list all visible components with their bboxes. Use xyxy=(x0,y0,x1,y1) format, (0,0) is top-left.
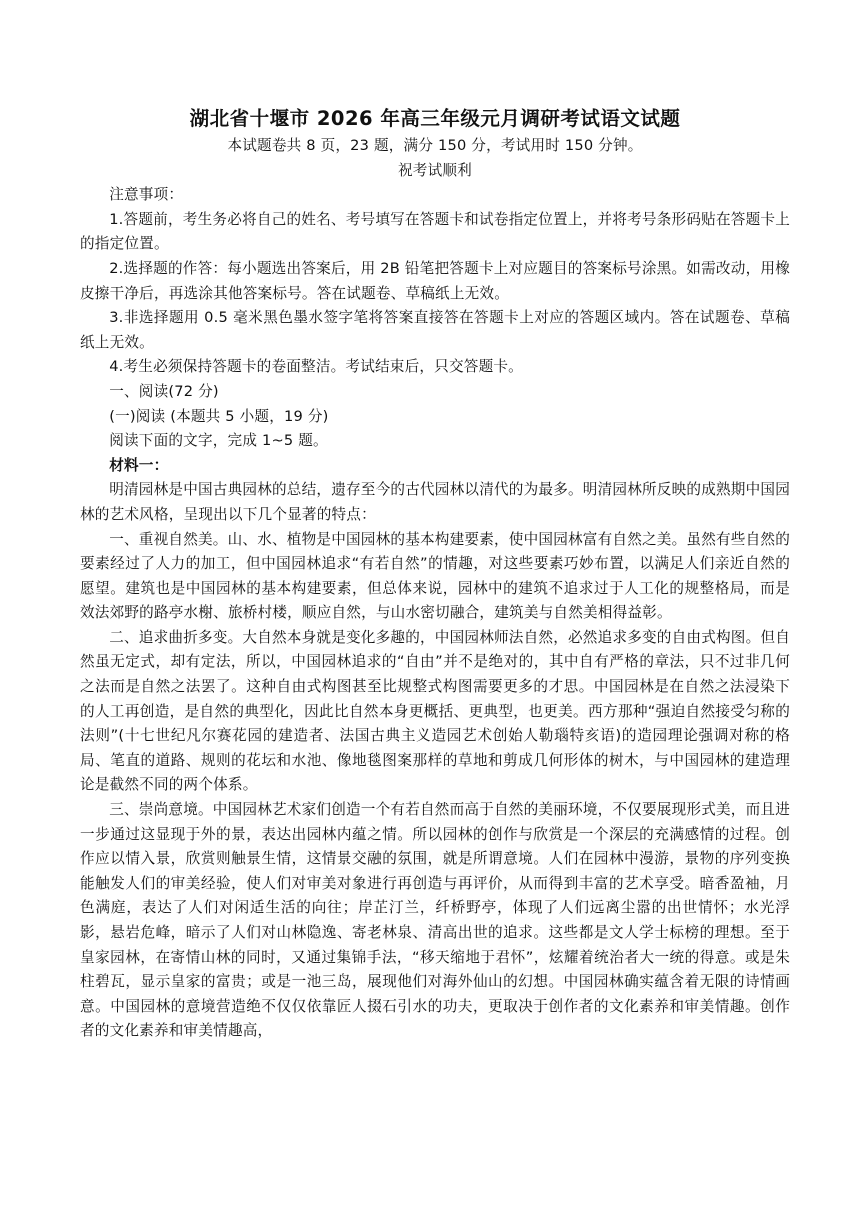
section-part-heading: 一、阅读(72 分) xyxy=(109,382,219,400)
section-instruction: 阅读下面的文字，完成 1~5 题。 xyxy=(109,432,328,450)
notice-heading: 注意事项： xyxy=(109,186,184,204)
material-paragraph-natural-beauty: 一、重视自然美。山、水、植物是中国园林的基本构建要素，使中国园林富有自然之美。虽然有些自然的要素经过了人力的加工，但中国园林追求“有若自然”的情趣，对这些要素巧妙布置，以满足人们亲近自然的愿望。建筑也是中国园林的基本构建要素，但总体来说，园林中的建筑不追求过于人工化的规整格局，而是效法郊野的路亭水榭、旅桥村楼，顺应自然，与山水密切融合，建筑美与自然美相得益彰。 xyxy=(80,530,790,622)
exam-wish: 祝考试顺利 xyxy=(398,161,472,179)
section-sub-heading: (一)阅读 (本题共 5 小题，19 分) xyxy=(109,407,329,425)
exam-page xyxy=(80,100,790,1044)
notice-item-1: 1.答题前，考生务必将自己的姓名、考号填写在答题卡和试卷指定位置上，并将考号条形码贴在答题卡上的指定位置。 xyxy=(80,210,790,253)
material-paragraph-variation: 二、追求曲折多变。大自然本身就是变化多趣的，中国园林师法自然，必然追求多变的自由式构图。但自然虽无定式，却有定法，所以，中国园林追求的“自由”并不是绝对的，其中自有严格的章法，只不过非几何之法而是自然之法罢了。这种自由式构图甚至比规整式构图需要更多的才思。中国园林是在自然之法浸染下的人工再创造，是自然的典型化，因此比自然本身更概括、更典型，也更美。西方那种“强迫自然接受匀称的法则”(十七世纪凡尔赛花园的建造者、法国古典主义造园艺术创始人勒瑙特亥语)的造园理论强调对称的格局、笔直的道路、规则的花坛和水池、像地毯图案那样的草地和剪成几何形体的树木，与中国园林的建造理论是截然不同的两个体系。 xyxy=(80,628,790,794)
material-label: 材料一： xyxy=(109,456,169,474)
notice-item-4: 4.考生必须保持答题卡的卷面整洁。考试结束后，只交答题卡。 xyxy=(109,358,523,376)
notice-item-2: 2.选择题的作答：每小题选出答案后，用 2B 铅笔把答题卡上对应题目的答案标号涂黑。如需改动，用橡皮擦干净后，再选涂其他答案标号。答在试题卷、草稿纸上无效。 xyxy=(80,259,790,302)
exam-title: 湖北省十堰市 2026 年高三年级元月调研考试语文试题 xyxy=(189,107,681,130)
material-paragraph-intro: 明清园林是中国古典园林的总结，遗存至今的古代园林以清代的为最多。明清园林所反映的成熟期中国园林的艺术风格，呈现出以下几个显著的特点： xyxy=(80,481,790,523)
material-paragraph-artistic-conception: 三、崇尚意境。中国园林艺术家们创造一个有若自然而高于自然的美丽环境，不仅要展现形式美，而且进一步通过这显现于外的景，表达出园林内蕴之情。所以园林的创作与欣赏是一个深层的充满感情的过程。创作应以情入景，欣赏则触景生情，这情景交融的氛围，就是所谓意境。人们在园林中漫游，景物的序列变换能触发人们的审美经验，使人们对审美对象进行再创造与再评价，从而得到丰富的艺术享受。暗香盈袖，月色满庭，表达了人们对闲适生活的向往；岸芷汀兰，纤桥野亭，体现了人们远离尘嚣的出世情怀；水光浮影，悬岩危峰，暗示了人们对山林隐逸、寄老林泉、清高出世的追求。这些都是文人学士标榜的理想。至于皇家园林，在寄情山林的同时，又通过集锦手法，“移天缩地于君怀”，炫耀着统治者大一统的得意。或是朱柱碧瓦，显示皇家的富贵；或是一池三岛，展现他们对海外仙山的幻想。中国园林确实蕴含着无限的诗情画意。中国园林的意境营造绝不仅仅依靠匠人掇石引水的功夫，更取决于创作者的文化素养和审美情趣。创作者的文化素养和审美情趣高， xyxy=(80,801,790,1040)
notice-item-3: 3.非选择题用 0.5 毫米黑色墨水签字笔将答案直接答在答题卡上对应的答题区域内。答在试题卷、草稿纸上无效。 xyxy=(80,309,790,351)
exam-subtitle: 本试题卷共 8 页，23 题，满分 150 分，考试用时 150 分钟。 xyxy=(227,137,643,154)
